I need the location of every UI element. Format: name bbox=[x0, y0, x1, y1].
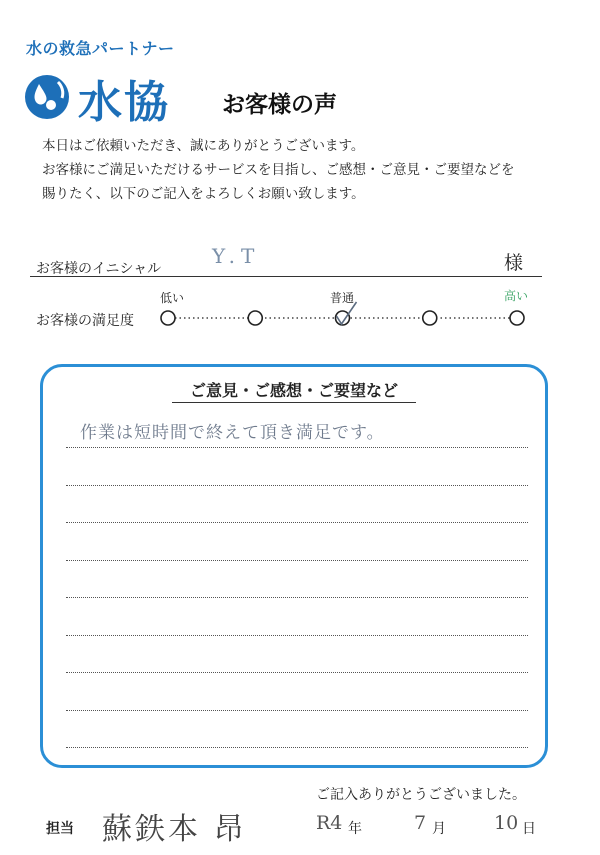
intro-line-3: 賜りたく、以下のご記入をよろしくお願い致します。 bbox=[42, 186, 365, 202]
comment-ruled-line bbox=[66, 560, 528, 561]
staff-label: 担当 bbox=[46, 821, 74, 837]
honorific-label: 様 bbox=[504, 252, 524, 274]
satisfaction-option-1[interactable] bbox=[161, 311, 175, 325]
date-month-value: 7 bbox=[414, 812, 427, 834]
comment-ruled-line bbox=[66, 710, 528, 711]
brand-tagline: 水の救急パートナー bbox=[26, 39, 175, 58]
comment-handwritten-text: 作業は短時間で終えて頂き満足です。 bbox=[80, 423, 385, 443]
scale-low-label: 低い bbox=[160, 291, 185, 305]
intro-line-1: 本日はご依頼いただき、誠にありがとうございます。 bbox=[42, 138, 365, 154]
comment-ruled-line bbox=[66, 447, 528, 448]
initials-underline bbox=[30, 276, 542, 277]
thanks-message: ご記入ありがとうございました。 bbox=[316, 787, 526, 803]
date-year-value: R4 bbox=[316, 812, 343, 834]
satisfaction-scale bbox=[150, 288, 530, 332]
date-month-unit: 月 bbox=[432, 821, 446, 837]
water-drop-logo-icon bbox=[22, 72, 72, 122]
comment-ruled-line bbox=[66, 485, 528, 486]
scale-high-label: 高い bbox=[504, 289, 529, 303]
comment-ruled-line bbox=[66, 747, 528, 748]
comment-ruled-line bbox=[66, 522, 528, 523]
staff-handwritten-name: 蘇鉄本 昂 bbox=[102, 812, 247, 847]
scale-mid-label: 普通 bbox=[330, 291, 355, 305]
comment-ruled-line bbox=[66, 635, 528, 636]
date-day-value: 10 bbox=[494, 812, 519, 834]
comment-heading: ご意見・ご感想・ご要望など bbox=[189, 381, 398, 400]
brand-logo-text: 水協 bbox=[78, 77, 170, 128]
date-year-unit: 年 bbox=[348, 821, 362, 837]
satisfaction-option-4[interactable] bbox=[423, 311, 437, 325]
satisfaction-option-5[interactable] bbox=[510, 311, 524, 325]
date-day-unit: 日 bbox=[522, 821, 536, 837]
page-title: お客様の声 bbox=[222, 92, 337, 118]
comment-heading-underline bbox=[172, 402, 416, 403]
initials-handwritten-value: Y.T bbox=[212, 244, 261, 268]
initials-label: お客様のイニシャル bbox=[36, 261, 162, 277]
intro-paragraph bbox=[42, 134, 572, 206]
satisfaction-label: お客様の満足度 bbox=[36, 313, 134, 329]
intro-line-2: お客様にご満足いただけるサービスを目指し、ご感想・ご意見・ご要望などを bbox=[42, 162, 515, 178]
comment-ruled-line bbox=[66, 597, 528, 598]
satisfaction-option-2[interactable] bbox=[248, 311, 262, 325]
comment-ruled-line bbox=[66, 672, 528, 673]
